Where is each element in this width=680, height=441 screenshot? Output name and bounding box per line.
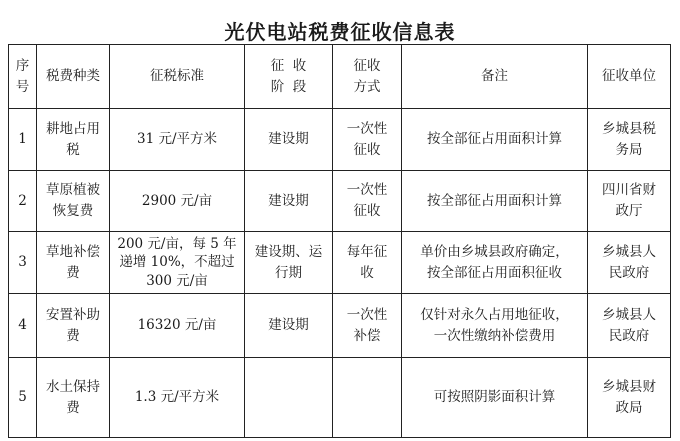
cell-unit: 四川省财 政厅 xyxy=(588,171,671,232)
cell-type: 草地补偿 费 xyxy=(37,232,110,294)
cell-remark: 单价由乡城县政府确定， 按全部征占用面积征收 xyxy=(402,232,588,294)
header-type: 税费种类 xyxy=(37,45,110,109)
header-remark: 备注 xyxy=(402,45,588,109)
cell-no: 5 xyxy=(9,358,37,438)
table-row xyxy=(9,171,671,232)
cell-method: 一次性 征收 xyxy=(333,171,402,232)
tax-fee-table xyxy=(8,44,671,438)
cell-no: 1 xyxy=(9,109,37,171)
cell-stage: 建设期、运 行期 xyxy=(245,232,333,294)
page-title: 光伏电站税费征收信息表 xyxy=(224,20,456,44)
cell-remark: 可按照阴影面积计算 xyxy=(402,358,588,438)
cell-remark: 仅针对永久占用地征收， 一次性缴纳补偿费用 xyxy=(402,294,588,358)
cell-remark: 按全部征占用面积计算 xyxy=(402,171,588,232)
cell-unit: 乡城县人 民政府 xyxy=(588,232,671,294)
cell-method: 每年征 收 xyxy=(333,232,402,294)
cell-standard: 31 元/平方米 xyxy=(110,109,245,171)
cell-type: 耕地占用 税 xyxy=(37,109,110,171)
cell-standard: 16320 元/亩 xyxy=(110,294,245,358)
cell-method xyxy=(333,358,402,438)
table-row xyxy=(9,358,671,438)
cell-unit: 乡城县财 政局 xyxy=(588,358,671,438)
cell-standard: 1.3 元/平方米 xyxy=(110,358,245,438)
cell-stage xyxy=(245,358,333,438)
cell-standard: 2900 元/亩 xyxy=(110,171,245,232)
cell-type: 水土保持 费 xyxy=(37,358,110,438)
cell-unit: 乡城县税 务局 xyxy=(588,109,671,171)
cell-no: 4 xyxy=(9,294,37,358)
table-row xyxy=(9,232,671,294)
header-unit: 征收单位 xyxy=(588,45,671,109)
header-stage: 征 收 阶 段 xyxy=(245,45,333,109)
table-row xyxy=(9,109,671,171)
cell-type: 安置补助 费 xyxy=(37,294,110,358)
cell-unit: 乡城县人 民政府 xyxy=(588,294,671,358)
cell-method: 一次性 征收 xyxy=(333,109,402,171)
cell-stage: 建设期 xyxy=(245,109,333,171)
cell-no: 3 xyxy=(9,232,37,294)
cell-standard: 200 元/亩，每 5 年 递增 10%，不超过 300 元/亩 xyxy=(110,232,245,294)
table-row xyxy=(9,294,671,358)
cell-remark: 按全部征占用面积计算 xyxy=(402,109,588,171)
cell-type: 草原植被 恢复费 xyxy=(37,171,110,232)
cell-stage: 建设期 xyxy=(245,294,333,358)
cell-no: 2 xyxy=(9,171,37,232)
header-standard: 征税标准 xyxy=(110,45,245,109)
header-row xyxy=(9,45,671,109)
cell-method: 一次性 补偿 xyxy=(333,294,402,358)
header-method: 征收 方式 xyxy=(333,45,402,109)
header-no: 序 号 xyxy=(9,45,37,109)
cell-stage: 建设期 xyxy=(245,171,333,232)
